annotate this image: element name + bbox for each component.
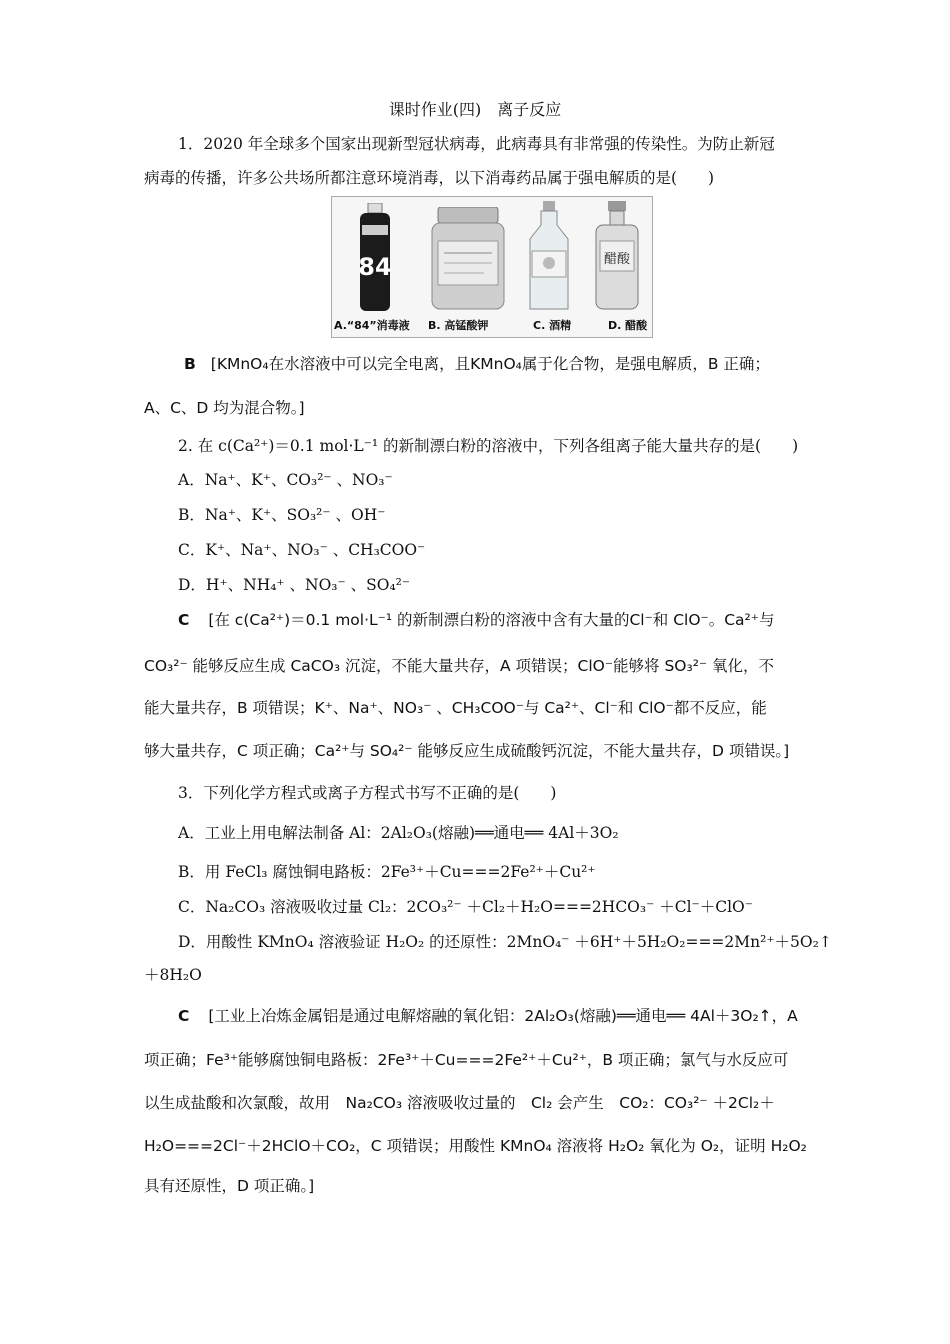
q2-option-a: A．Na⁺、K⁺、CO₃²⁻ 、NO₃⁻ (178, 471, 393, 489)
q3-option-a: A．工业上用电解法制备 Al：2Al₂O₃(熔融)══通电══ 4Al＋3O₂ (178, 824, 619, 842)
q1-explain-line-1 (184, 354, 770, 374)
bottle-84-icon (350, 203, 400, 313)
page-title: 课时作业(四) 离子反应 (388, 100, 562, 119)
caption-b: B. 高锰酸钾 (428, 319, 489, 332)
q2-answer-letter: C (178, 611, 190, 629)
q3-option-c: C．Na₂CO₃ 溶液吸收过量 Cl₂：2CO₃²⁻ ＋Cl₂＋H₂O===2HCO₃⁻ ＋Cl⁻＋ClO⁻ (178, 898, 753, 916)
jar-kmno4-icon (428, 207, 508, 311)
q2-option-c: C．K⁺、Na⁺、NO₃⁻ 、CH₃COO⁻ (178, 541, 426, 559)
q1-answer-letter: B (184, 355, 196, 373)
q3-explain-line-4: H₂O===2Cl⁻＋2HClO＋CO₂，C 项错误；用酸性 KMnO₄ 溶液将 H₂O₂ 氧化为 O₂，证明 H₂O₂ (144, 1137, 807, 1155)
q2-option-d: D．H⁺、NH₄⁺ 、NO₃⁻ 、SO₄²⁻ (178, 576, 411, 594)
q2-explain-line-2: CO₃²⁻ 能够反应生成 CaCO₃ 沉淀，不能大量共存，A 项错误；ClO⁻能够将 SO₃²⁻ 氧化，不 (144, 657, 775, 675)
caption-a: A.“84”消毒液 (334, 319, 410, 332)
q3-explain-line-5: 具有还原性，D 项正确。] (144, 1177, 315, 1195)
q3-explain-line-1 (178, 1006, 798, 1026)
q2-explain-line-3: 能大量共存，B 项错误；K⁺、Na⁺、NO₃⁻ 、CH₃COO⁻与 Ca²⁺、Cl⁻和 ClO⁻都不反应，能 (144, 699, 767, 717)
q1-stem-line-1: 1．2020 年全球多个国家出现新型冠状病毒，此病毒具有非常强的传染性。为防止新冠 (178, 135, 775, 153)
q2-explain-text-1: [在 c(Ca²⁺)＝0.1 mol·L⁻¹ 的新制漂白粉的溶液中含有大量的Cl⁻和 ClO⁻。Ca²⁺与 (208, 611, 775, 629)
q3-explain-text-1: [工业上冶炼金属铝是通过电解熔融的氧化铝：2Al₂O₃(熔融)══通电══ 4Al＋3O₂↑，A (208, 1007, 798, 1025)
bottle-84-label: 84 (358, 253, 392, 281)
bottle-d-label: 醋酸 (603, 252, 631, 267)
q2-stem: 2. 在 c(Ca²⁺)＝0.1 mol·L⁻¹ 的新制漂白粉的溶液中，下列各组离子能大量共存的是( ) (178, 437, 799, 455)
q3-option-d-cont: ＋8H₂O (144, 966, 202, 984)
caption-c: C. 酒精 (533, 319, 572, 332)
q3-explain-line-2: 项正确；Fe³⁺能够腐蚀铜电路板：2Fe³⁺＋Cu===2Fe²⁺＋Cu²⁺，B 项正确；氯气与水反应可 (144, 1051, 789, 1069)
q3-answer-letter: C (178, 1007, 190, 1025)
q3-option-b: B．用 FeCl₃ 腐蚀铜电路板：2Fe³⁺＋Cu===2Fe²⁺＋Cu²⁺ (178, 863, 596, 881)
caption-d: D. 醋酸 (608, 319, 648, 332)
q1-explain-line-2: A、C、D 均为混合物。] (144, 399, 305, 417)
q3-explain-line-3: 以生成盐酸和次氯酸，故用 Na₂CO₃ 溶液吸收过量的 Cl₂ 会产生 CO₂：CO₃²⁻ ＋2Cl₂＋ (144, 1094, 775, 1112)
q2-explain-line-1 (178, 610, 774, 630)
q1-explain-text-1: [KMnO₄在水溶液中可以完全电离，且KMnO₄属于化合物，是强电解质，B 正确； (210, 355, 770, 373)
q3-stem: 3．下列化学方程式或离子方程式书写不正确的是( ) (178, 784, 557, 802)
q1-figure (331, 196, 653, 338)
bottle-alcohol-icon (524, 201, 574, 313)
q3-option-d: D．用酸性 KMnO₄ 溶液验证 H₂O₂ 的还原性：2MnO₄⁻ ＋6H⁺＋5H₂O₂===2Mn²⁺＋5O₂↑ (178, 933, 832, 951)
q2-explain-line-4: 够大量共存，C 项正确；Ca²⁺与 SO₄²⁻ 能够反应生成硫酸钙沉淀，不能大量共存，D 项错误。] (144, 742, 790, 760)
bottle-acetic-acid-icon (592, 201, 642, 313)
q1-stem-line-2: 病毒的传播，许多公共场所都注意环境消毒，以下消毒药品属于强电解质的是( ) (144, 169, 715, 187)
q2-option-b: B．Na⁺、K⁺、SO₃²⁻ 、OH⁻ (178, 506, 386, 524)
